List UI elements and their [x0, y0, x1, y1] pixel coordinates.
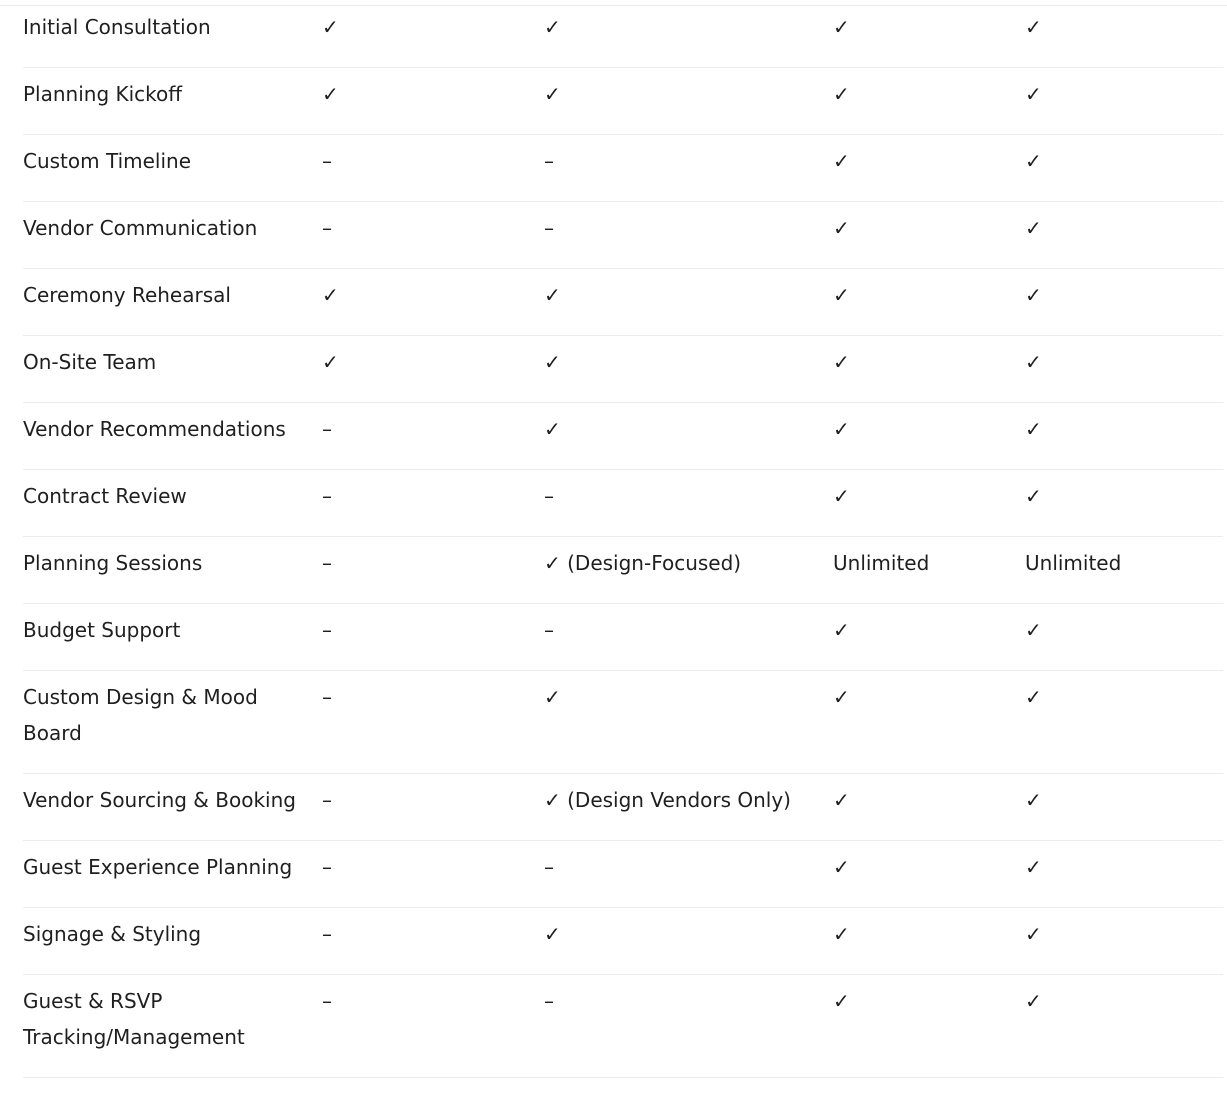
table-row — [23, 537, 1223, 604]
feature-name: Planning Sessions — [23, 551, 203, 575]
table-cell: – — [322, 989, 332, 1013]
table-cell: – — [544, 149, 554, 173]
table-cell: ✓ — [544, 685, 561, 709]
table-cell: – — [322, 922, 332, 946]
table-row — [23, 671, 1223, 774]
table-cell: ✓ — [1025, 417, 1042, 441]
table-cell: ✓ — [1025, 15, 1042, 39]
table-cell: – — [322, 149, 332, 173]
table-row — [23, 975, 1223, 1078]
table-cell: – — [544, 989, 554, 1013]
feature-name: Guest Experience Planning — [23, 855, 293, 879]
table-row — [23, 774, 1223, 841]
table-cell: ✓ — [1025, 788, 1042, 812]
table-cell: ✓ — [544, 350, 561, 374]
table-cell: – — [322, 216, 332, 240]
table-cell: – — [544, 855, 554, 879]
table-cell: ✓ — [833, 82, 850, 106]
table-cell: ✓ — [1025, 922, 1042, 946]
table-row — [23, 336, 1223, 403]
table-cell: – — [322, 855, 332, 879]
table-cell: ✓ — [833, 149, 850, 173]
table-cell: – — [322, 417, 332, 441]
table-cell: ✓ — [1025, 855, 1042, 879]
feature-name: Initial Consultation — [23, 15, 211, 39]
table-row — [23, 403, 1223, 470]
table-cell: ✓ (Design-Focused) — [544, 551, 742, 575]
table-cell: Unlimited — [1025, 551, 1122, 575]
table-row — [23, 604, 1223, 671]
table-cell: – — [322, 484, 332, 508]
table-cell: ✓ — [833, 855, 850, 879]
feature-name: Ceremony Rehearsal — [23, 283, 231, 307]
table-cell: ✓ — [833, 618, 850, 642]
table-cell: ✓ — [1025, 484, 1042, 508]
table-row — [23, 841, 1223, 908]
table-cell: ✓ — [1025, 618, 1042, 642]
table-cell: ✓ — [322, 283, 339, 307]
table-row — [23, 135, 1223, 202]
table-cell: – — [322, 788, 332, 812]
table-cell: ✓ — [544, 922, 561, 946]
feature-name: Planning Kickoff — [23, 82, 183, 106]
table-cell: ✓ — [833, 922, 850, 946]
table-cell: – — [544, 618, 554, 642]
table-cell: ✓ — [1025, 989, 1042, 1013]
feature-name: Custom Timeline — [23, 149, 192, 173]
feature-name: On-Site Team — [23, 350, 157, 374]
table-cell: ✓ — [833, 350, 850, 374]
table-cell: – — [322, 618, 332, 642]
table-cell: ✓ — [1025, 350, 1042, 374]
feature-comparison-table — [23, 0, 1223, 1078]
table-cell: – — [544, 216, 554, 240]
table-cell: ✓ — [544, 417, 561, 441]
table-cell: ✓ — [833, 283, 850, 307]
table-row — [23, 470, 1223, 537]
table-cell: ✓ — [833, 989, 850, 1013]
table-row — [23, 202, 1223, 269]
feature-name: Budget Support — [23, 618, 181, 642]
feature-name: Guest & RSVP Tracking/Management — [23, 989, 245, 1049]
table-cell: ✓ — [833, 484, 850, 508]
table-row — [23, 908, 1223, 975]
table-cell: ✓ — [1025, 685, 1042, 709]
table-cell: ✓ — [322, 82, 339, 106]
table-cell: ✓ — [1025, 283, 1042, 307]
table-cell: ✓ — [833, 788, 850, 812]
table-cell: ✓ — [833, 15, 850, 39]
feature-name: Signage & Styling — [23, 922, 202, 946]
table-cell: – — [322, 551, 332, 575]
table-cell: ✓ — [1025, 149, 1042, 173]
feature-name: Vendor Sourcing & Booking — [23, 788, 296, 812]
table-row — [23, 68, 1223, 135]
feature-name: Contract Review — [23, 484, 187, 508]
table-cell: ✓ — [322, 350, 339, 374]
table-cell: – — [544, 484, 554, 508]
table-cell: ✓ — [833, 216, 850, 240]
table-cell: ✓ — [322, 15, 339, 39]
feature-name: Vendor Communication — [23, 216, 258, 240]
feature-name: Vendor Recommendations — [23, 417, 286, 441]
table-row — [23, 0, 1223, 68]
table-cell: ✓ — [833, 685, 850, 709]
table-cell: – — [322, 685, 332, 709]
table-cell: Unlimited — [833, 551, 930, 575]
table-cell: ✓ (Design Vendors Only) — [544, 788, 791, 812]
table-cell: ✓ — [1025, 216, 1042, 240]
table-cell: ✓ — [1025, 82, 1042, 106]
feature-name: Custom Design & Mood Board — [23, 685, 258, 745]
table-cell: ✓ — [544, 82, 561, 106]
table-cell: ✓ — [833, 417, 850, 441]
table-row — [23, 269, 1223, 336]
table-cell: ✓ — [544, 15, 561, 39]
table-body — [23, 0, 1223, 1078]
table-cell: ✓ — [544, 283, 561, 307]
